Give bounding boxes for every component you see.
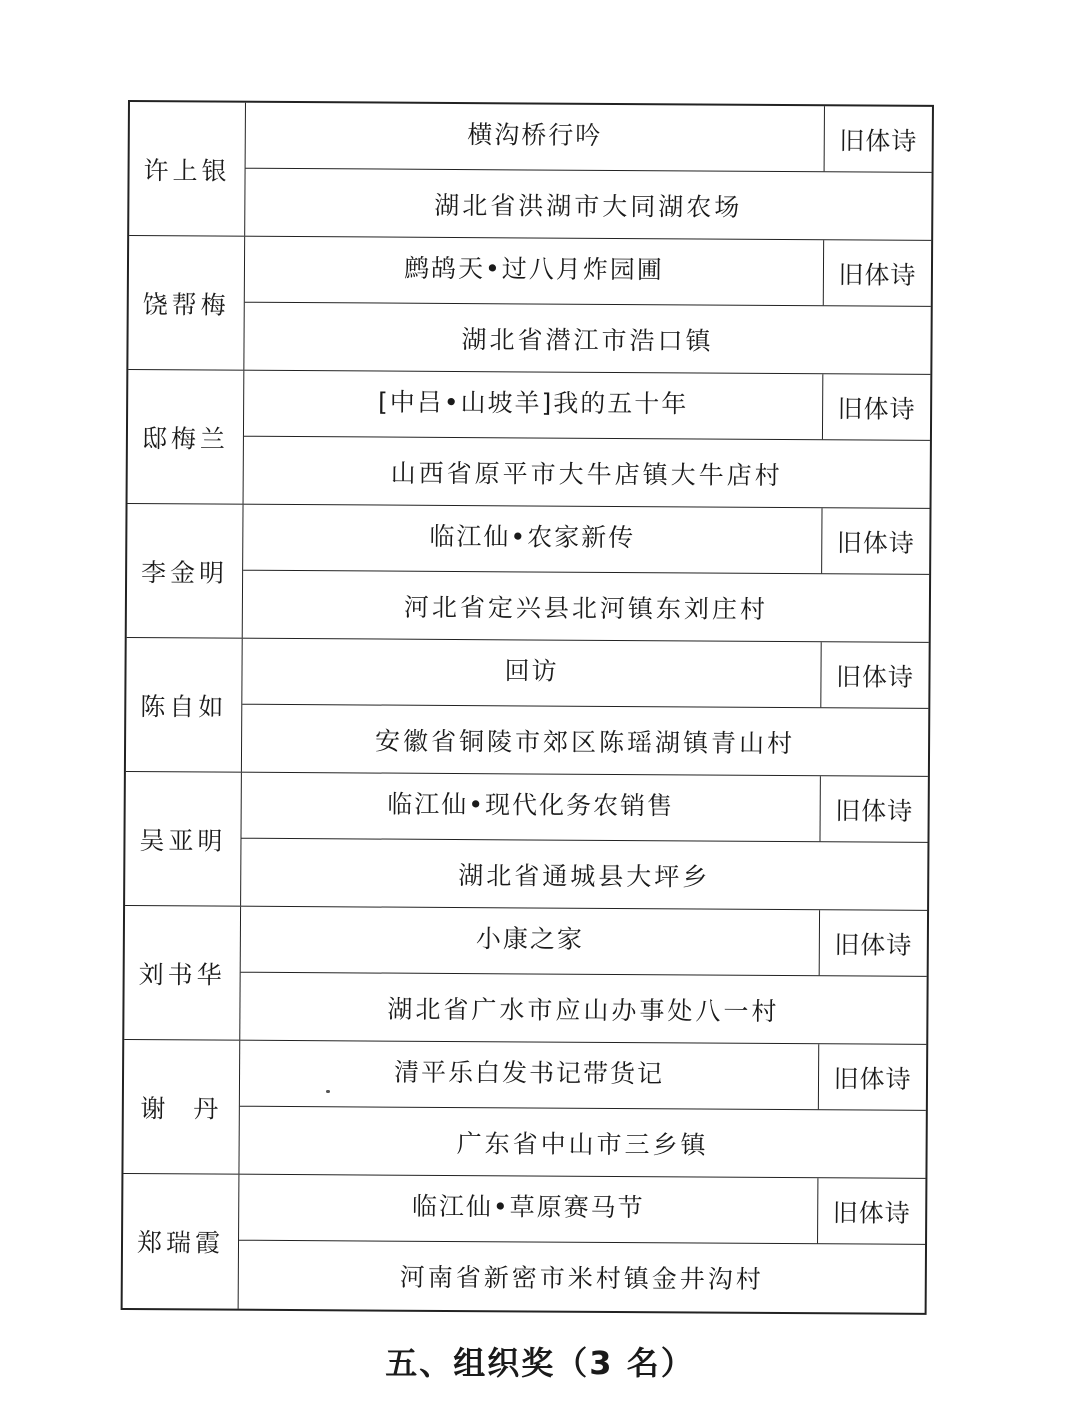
work-category: 旧体诗: [819, 910, 927, 976]
title-row: [239, 1175, 925, 1245]
work-title: 横沟桥行吟: [467, 119, 603, 150]
title-row: [240, 1041, 926, 1111]
title-row: [245, 237, 931, 307]
table-row: [129, 102, 932, 241]
author-address: 湖北省洪湖市大同湖农场: [434, 190, 743, 222]
entry-details: [241, 773, 928, 910]
author-address: 湖北省潜江市浩口镇: [461, 324, 714, 356]
entry-details: [242, 639, 929, 776]
author-name: 郑瑞霞: [123, 1174, 240, 1309]
title-row: [243, 505, 929, 575]
author-name: 吴亚明: [125, 772, 242, 906]
work-title: 临江仙•农家新传: [429, 521, 636, 552]
work-category: 旧体诗: [822, 374, 930, 440]
title-row: [246, 103, 932, 173]
author-address: 湖北省广水市应山办事处八一村: [387, 994, 780, 1026]
work-category: 旧体诗: [817, 1178, 925, 1244]
author-name: 陈自如: [126, 638, 243, 772]
entry-details: [244, 371, 931, 508]
author-address: 河北省定兴县北河镇东刘庄村: [403, 592, 768, 624]
author-address: 湖北省通城县大坪乡: [458, 860, 711, 892]
entry-details: [245, 103, 932, 240]
author-name: 许上银: [129, 102, 246, 236]
table-row: [124, 906, 927, 1045]
author-address: 山西省原平市大牛店镇大牛店村: [390, 458, 783, 490]
title-row: [241, 907, 927, 977]
scan-speck: [326, 1090, 330, 1093]
author-address: 河南省新密市米村镇金井沟村: [399, 1262, 764, 1294]
work-title: 临江仙•草原赛马节: [411, 1191, 645, 1222]
table-row: [128, 236, 931, 375]
author-name: 刘书华: [124, 906, 241, 1040]
award-table: [121, 100, 934, 1315]
table-row: [127, 504, 930, 643]
table-row: [128, 370, 931, 509]
work-title: [中吕•山坡羊]我的五十年: [377, 387, 689, 418]
author-name: 谢 丹: [123, 1040, 240, 1174]
work-title: 临江仙•现代化务农销售: [387, 789, 675, 820]
work-category: 旧体诗: [821, 508, 929, 574]
author-name: 饶帮梅: [128, 236, 245, 370]
work-category: 旧体诗: [823, 240, 931, 306]
entry-details: [239, 1041, 926, 1178]
entry-details: [243, 505, 930, 642]
author-name: 邸梅兰: [128, 370, 245, 504]
title-row: [242, 639, 928, 709]
author-name: 李金明: [127, 504, 244, 638]
title-row: [241, 773, 927, 843]
work-category: 旧体诗: [820, 642, 928, 708]
work-title: 小康之家: [475, 923, 584, 954]
table-row: [125, 772, 928, 911]
entry-details: [244, 237, 931, 374]
work-category: 旧体诗: [819, 776, 927, 842]
work-title: 鹧鸪天•过八月炸园圃: [404, 253, 664, 284]
work-title: 清平乐白发书记带货记: [393, 1057, 665, 1088]
entry-details: [239, 1175, 926, 1313]
table-row: [123, 1174, 926, 1313]
work-title: 回访: [504, 655, 559, 686]
section-heading: 五、组织奖（3 名）: [385, 1344, 695, 1382]
table-row: [123, 1040, 926, 1179]
work-category: 旧体诗: [824, 106, 932, 172]
author-address: 广东省中山市三乡镇: [456, 1128, 709, 1160]
title-row: [244, 371, 930, 441]
entry-details: [240, 907, 927, 1044]
author-address: 安徽省铜陵市郊区陈瑶湖镇青山村: [374, 726, 796, 758]
work-category: 旧体诗: [818, 1044, 926, 1110]
table-row: [126, 638, 929, 777]
